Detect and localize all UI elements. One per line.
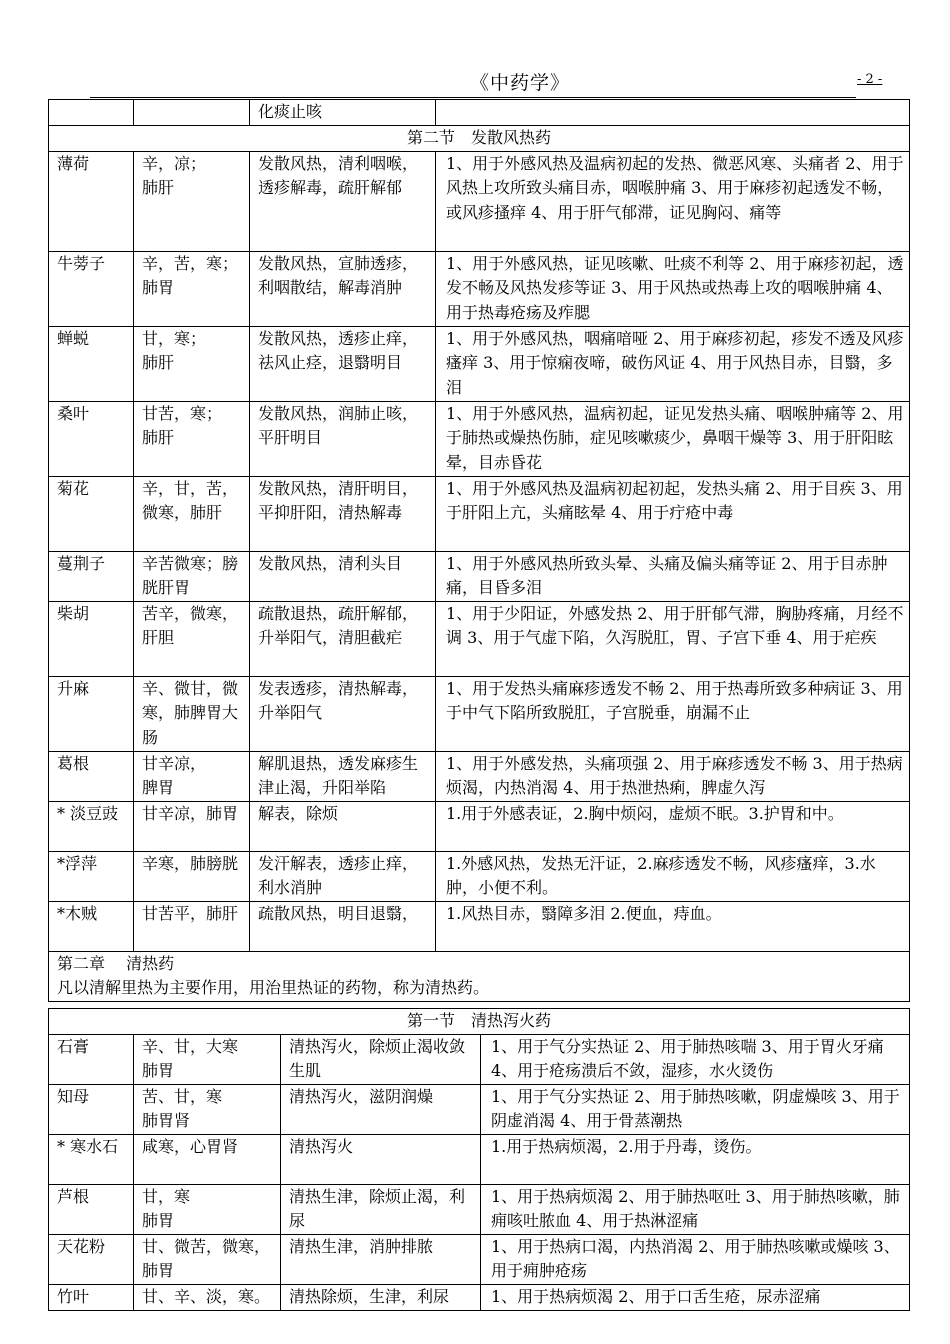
property-cell: 甘、微苦，微寒，肺胃	[134, 1234, 281, 1284]
property-cell: 辛，甘，苦，微寒，肺肝	[134, 476, 250, 551]
herb-row	[49, 851, 910, 901]
herb-row	[49, 676, 910, 751]
effect-cell: 发表透疹，清热解毒，升举阳气	[250, 676, 436, 751]
herb-name-cell: 蝉蜕	[49, 326, 134, 401]
carry-over-row	[49, 100, 910, 126]
property-cell: 甘苦平，肺肝	[134, 901, 250, 951]
carry-cell-3: 化痰止咳	[250, 100, 436, 126]
effect-cell: 发散风热，清利咽喉，透疹解毒，疏肝解郁	[250, 151, 436, 251]
indication-cell: 1、用于气分实热证 2、用于肺热咳嗽，阴虚燥咳 3、用于阴虚消渴 4、用于骨蒸潮热	[481, 1084, 910, 1134]
effect-cell: 疏散退热，疏肝解郁，升举阳气，清胆截疟	[250, 601, 436, 676]
herb-name-cell: 薄荷	[49, 151, 134, 251]
effect-cell: 清热泻火，除烦止渴收敛生肌	[281, 1034, 481, 1084]
effect-cell: 清热泻火	[281, 1134, 481, 1184]
indication-cell: 1.外感风热，发热无汗证，2.麻疹透发不畅，风疹瘙痒，3.水肿，小便不利。	[436, 851, 910, 901]
section-title: 第一节 清热泻火药	[49, 1009, 910, 1035]
property-cell: 咸寒，心胃肾	[134, 1134, 281, 1184]
effect-cell: 清热生津，除烦止渴，利尿	[281, 1184, 481, 1234]
header-rule	[90, 97, 856, 98]
indication-cell: 1、用于少阳证，外感发热 2、用于肝郁气滞，胸胁疼痛，月经不调 3、用于气虚下陷，久泻脱肛，胃、子宫下垂 4、用于疟疾	[436, 601, 910, 676]
herb-name-cell: 蔓荆子	[49, 551, 134, 601]
herb-row	[49, 1134, 910, 1184]
indication-cell: 1、用于外感风热及温病初起的发热、微恶风寒、头痛者 2、用于风热上攻所致头痛目赤，咽喉肿痛 3、用于麻疹初起透发不畅，或风疹搔痒 4、用于肝气郁滞，证见胸闷、痛等	[436, 151, 910, 251]
effect-cell: 解表，除烦	[250, 801, 436, 851]
chapter-cell	[49, 951, 910, 1001]
indication-cell: 1、用于外感风热，证见咳嗽、吐痰不利等 2、用于麻疹初起，透发不畅及风热发疹等证 3、用于风热或热毒上攻的咽喉肿痛 4、用于热毒疮疡及痄腮	[436, 251, 910, 326]
herb-row	[49, 801, 910, 851]
herb-row	[49, 401, 910, 476]
carry-cell-1	[49, 100, 134, 126]
property-cell: 苦辛，微寒，肝胆	[134, 601, 250, 676]
herb-name-cell: *浮萍	[49, 851, 134, 901]
property-cell: 甘、辛、淡，寒。	[134, 1284, 281, 1310]
effect-cell: 发散风热，清肝明目，平抑肝阳，清热解毒	[250, 476, 436, 551]
property-cell: 苦、甘，寒 肺胃肾	[134, 1084, 281, 1134]
herb-name-cell: 芦根	[49, 1184, 134, 1234]
indication-cell: 1.用于外感表证，2.胸中烦闷，虚烦不眠。3.护胃和中。	[436, 801, 910, 851]
herb-row	[49, 476, 910, 551]
herb-row	[49, 1284, 910, 1310]
property-cell: 辛寒，肺膀胱	[134, 851, 250, 901]
property-cell: 辛、甘，大寒 肺胃	[134, 1034, 281, 1084]
chapter-title: 第二章 清热药	[57, 953, 175, 973]
herb-row	[49, 1234, 910, 1284]
herb-name-cell: 葛根	[49, 751, 134, 801]
indication-cell: 1.用于热病烦渴，2.用于丹毒，烫伤。	[481, 1134, 910, 1184]
herb-name-cell: 石膏	[49, 1034, 134, 1084]
effect-cell: 疏散风热，明目退翳，	[250, 901, 436, 951]
indication-cell: 1、用于气分实热证 2、用于肺热咳喘 3、用于胃火牙痛 4、用于疮疡溃后不敛，湿疹，水火烫伤	[481, 1034, 910, 1084]
herb-name-cell: 柴胡	[49, 601, 134, 676]
herb-row	[49, 326, 910, 401]
indication-cell: 1、用于发热头痛麻疹透发不畅 2、用于热毒所致多种病证 3、用于中气下陷所致脱肛，子宫脱垂，崩漏不止	[436, 676, 910, 751]
indication-cell: 1、用于外感风热，温病初起，证见发热头痛、咽喉肿痛等 2、用于肺热或燥热伤肺，症见咳嗽痰少，鼻咽干燥等 3、用于肝阳眩晕，目赤昏花	[436, 401, 910, 476]
herb-table-section-1	[48, 99, 910, 1002]
chapter-description: 凡以清解里热为主要作用，用治里热证的药物，称为清热药。	[57, 978, 490, 997]
herb-name-cell: 菊花	[49, 476, 134, 551]
herb-name-cell: *木贼	[49, 901, 134, 951]
herb-row	[49, 751, 910, 801]
effect-cell: 解肌退热，透发麻疹生津止渴，升阳举陷	[250, 751, 436, 801]
effect-cell: 清热泻火，滋阴润燥	[281, 1084, 481, 1134]
herb-name-cell: 知母	[49, 1084, 134, 1134]
indication-cell: 1、用于外感发热，头痛项强 2、用于麻疹透发不畅 3、用于热病烦渴，内热消渴 4、用于热泄热痢，脾虚久泻	[436, 751, 910, 801]
herb-row	[49, 901, 910, 951]
property-cell: 甘，寒 肺胃	[134, 1184, 281, 1234]
herb-row	[49, 1034, 910, 1084]
carry-cell-2	[134, 100, 250, 126]
property-cell: 甘，寒； 肺肝	[134, 326, 250, 401]
indication-cell: 1、用于外感风热及温病初起初起，发热头痛 2、用于目疾 3、用于肝阳上亢，头痛眩晕 4、用于疔疮中毒	[436, 476, 910, 551]
page-number: - 2 -	[857, 72, 883, 87]
effect-cell: 发散风热，润肺止咳，平肝明目	[250, 401, 436, 476]
property-cell: 辛，凉； 肺肝	[134, 151, 250, 251]
herb-row	[49, 601, 910, 676]
effect-cell: 发散风热，透疹止痒，祛风止痉，退翳明目	[250, 326, 436, 401]
herb-table-section-2	[48, 1008, 910, 1311]
effect-cell: 清热生津，消肿排脓	[281, 1234, 481, 1284]
effect-cell: 发散风热，清利头目	[250, 551, 436, 601]
herb-name-cell: * 寒水石	[49, 1134, 134, 1184]
herb-name-cell: * 淡豆豉	[49, 801, 134, 851]
chapter-row	[49, 951, 910, 1001]
indication-cell: 1.风热目赤，翳障多泪 2.便血，痔血。	[436, 901, 910, 951]
herb-row	[49, 1184, 910, 1234]
section-title: 第二节 发散风热药	[49, 126, 910, 152]
document-title: 《中药学》	[470, 72, 571, 94]
herb-row	[49, 1084, 910, 1134]
effect-cell: 清热除烦，生津，利尿	[281, 1284, 481, 1310]
property-cell: 辛苦微寒；膀胱肝胃	[134, 551, 250, 601]
effect-cell: 发散风热，宣肺透疹，利咽散结，解毒消肿	[250, 251, 436, 326]
property-cell: 辛，苦，寒； 肺胃	[134, 251, 250, 326]
herb-row	[49, 251, 910, 326]
property-cell: 辛、微甘，微寒，肺脾胃大肠	[134, 676, 250, 751]
indication-cell: 1、用于外感风热，咽痛喑哑 2、用于麻疹初起，疹发不透及风疹瘙痒 3、用于惊痫夜啼，破伤风证 4、用于风热目赤，目翳，多泪	[436, 326, 910, 401]
effect-cell: 发汗解表，透疹止痒，利水消肿	[250, 851, 436, 901]
section-title-row	[49, 126, 910, 152]
page-header	[0, 68, 950, 94]
herb-row	[49, 151, 910, 251]
property-cell: 甘辛凉，肺胃	[134, 801, 250, 851]
property-cell: 甘苦，寒； 肺肝	[134, 401, 250, 476]
herb-name-cell: 桑叶	[49, 401, 134, 476]
indication-cell: 1、用于热病烦渴 2、用于肺热呕吐 3、用于肺热咳嗽，肺痈咳吐脓血 4、用于热淋涩痛	[481, 1184, 910, 1234]
property-cell: 甘辛凉， 脾胃	[134, 751, 250, 801]
herb-name-cell: 竹叶	[49, 1284, 134, 1310]
herb-name-cell: 天花粉	[49, 1234, 134, 1284]
herb-row	[49, 551, 910, 601]
indication-cell: 1、用于热病烦渴 2、用于口舌生疮，尿赤涩痛	[481, 1284, 910, 1310]
indication-cell: 1、用于热病口渴，内热消渴 2、用于肺热咳嗽或燥咳 3、用于痈肿疮疡	[481, 1234, 910, 1284]
herb-name-cell: 升麻	[49, 676, 134, 751]
section-title-row	[49, 1009, 910, 1035]
indication-cell: 1、用于外感风热所致头晕、头痛及偏头痛等证 2、用于目赤肿痛，目昏多泪	[436, 551, 910, 601]
carry-cell-4	[436, 100, 910, 126]
herb-name-cell: 牛蒡子	[49, 251, 134, 326]
